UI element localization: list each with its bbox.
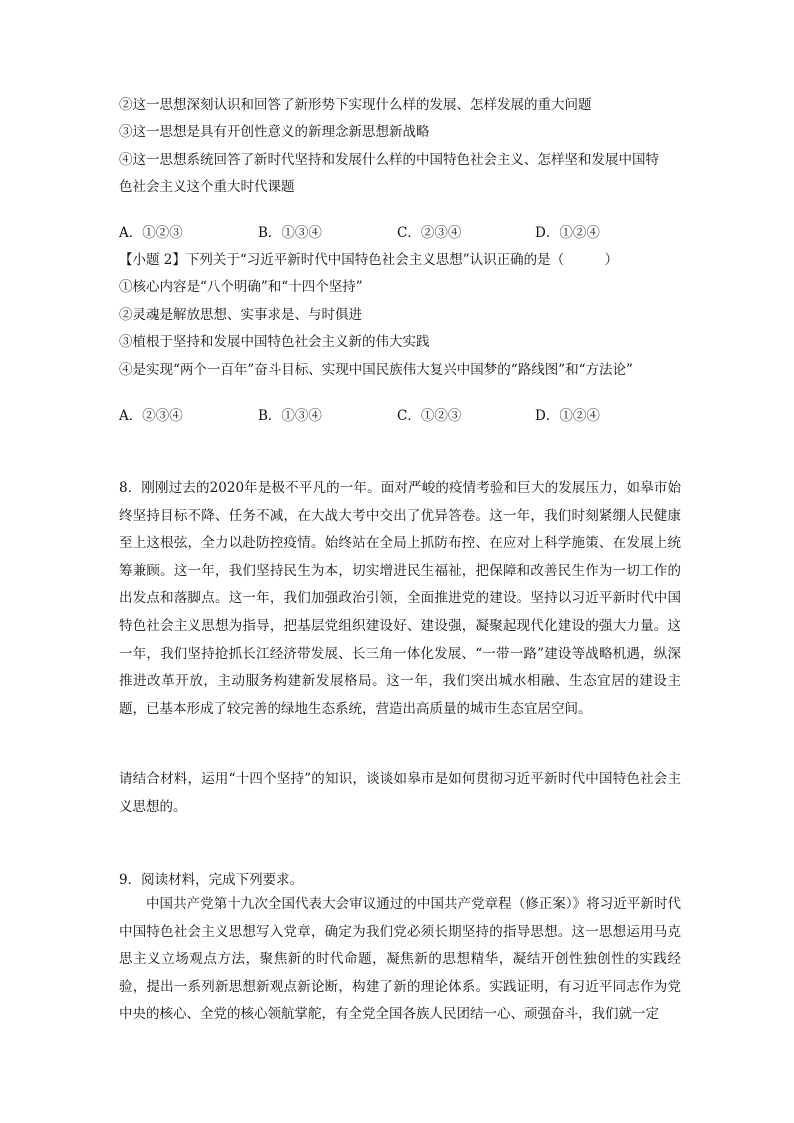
q7-option-item-4-line2: 色社会主义这个重大时代课题	[119, 179, 295, 195]
q7-sub2-item-1: ①核心内容是“八个明确”和“十四个坚持”	[119, 279, 363, 295]
q7-sub2-item-3: ③植根于坚持和发展中国特色社会主义新的伟大实践	[119, 334, 430, 350]
choice-a[interactable]: A．①②③	[119, 225, 183, 241]
q7-option-item-2: ②这一思想深刻认识和回答了新形势下实现什么样的发展、怎样发展的重大问题	[119, 97, 592, 113]
q7-sub2-item-2: ②灵魂是解放思想、实事求是、与时俱进	[119, 307, 362, 323]
choice-b[interactable]: B．①③④	[258, 225, 322, 241]
choice-c[interactable]: C．②③④	[397, 225, 462, 241]
choice-a[interactable]: A．②③④	[119, 408, 183, 424]
q7-option-item-3: ③这一思想是具有开创性意义的新理念新思想新战略	[119, 124, 430, 140]
choice-d[interactable]: D．①②④	[535, 225, 600, 241]
q9-stem: 9．阅读材料，完成下列要求。	[119, 872, 304, 888]
q7-sub2-item-4: ④是实现“两个一百年”奋斗目标、实现中国民族伟大复兴中国梦的“路线图”和“方法论”	[119, 362, 633, 378]
q7-option-item-4-line1: ④这一思想系统回答了新时代坚持和发展什么样的中国特色社会主义、怎样坚和发展中国特	[119, 152, 659, 168]
choice-b[interactable]: B．①③④	[258, 408, 322, 424]
q7-sub1-choices	[119, 224, 689, 242]
q7-sub2-choices	[119, 407, 689, 425]
q9-material-paragraph: 中国共产党第十九次全国代表大会审议通过的中国共产党章程（修正案）》将习近平新时代中国特色社会主义思想写入党章，确定为我们党必须长期坚持的指导思想。这一思想运用马克思主义立场观点方法，聚焦新的时代命题，凝焦新的思想精华，凝结开创性独创性的实践经验，提出一系列新思想新观点新论断，构建了新的理论体系。实践证明，有习近平同志作为党中央的核心、全党的核心领航掌舵，有全党全国各族人民团结一心、顽强奋斗，我们就一定	[119, 896, 681, 1023]
q8-material-paragraph: 8．刚刚过去的2020年是极不平凡的一年。面对严峻的疫情考验和巨大的发展压力，如皋市始终坚持目标不降、任务不减，在大战大考中交出了优异答卷。这一年，我们时刻紧绷人民健康至上这根弦，全力以赴防控疫情。始终站在全局上抓防布控、在应对上科学施策、在发展上统筹兼顾。这一年，我们坚持民生为本，切实增进民生福祉，把保障和改善民生作为一切工作的出发点和落脚点。这一年，我们加强政治引领，全面推进党的建设。坚持以习近平新时代中国特色社会主义思想为指导，把基层党组织建设好、建设强，凝聚起现代化建设的强大力量。这一年，我们坚持抢抓长江经济带发展、长三角一体化发展、“一带一路”建设等战略机遇，纵深推进改革开放，主动服务构建新发展格局。这一年，我们突出城水相融、生态宜居的建设主题，已基本形成了较完善的绿地生态系统，营造出高质量的城市生态宜居空间。	[119, 480, 681, 717]
q8-question-prompt: 请结合材料，运用“十四个坚持”的知识，谈谈如皋市是如何贯彻习近平新时代中国特色社会主义思想的。	[119, 771, 681, 815]
choice-d: D．①②④	[535, 408, 600, 424]
choice-c[interactable]: C．①②③	[397, 408, 462, 424]
q7-sub2-stem: 【小题 2】下列关于“习近平新时代中国特色社会主义思想”认识正确的是（ ）	[119, 252, 619, 268]
